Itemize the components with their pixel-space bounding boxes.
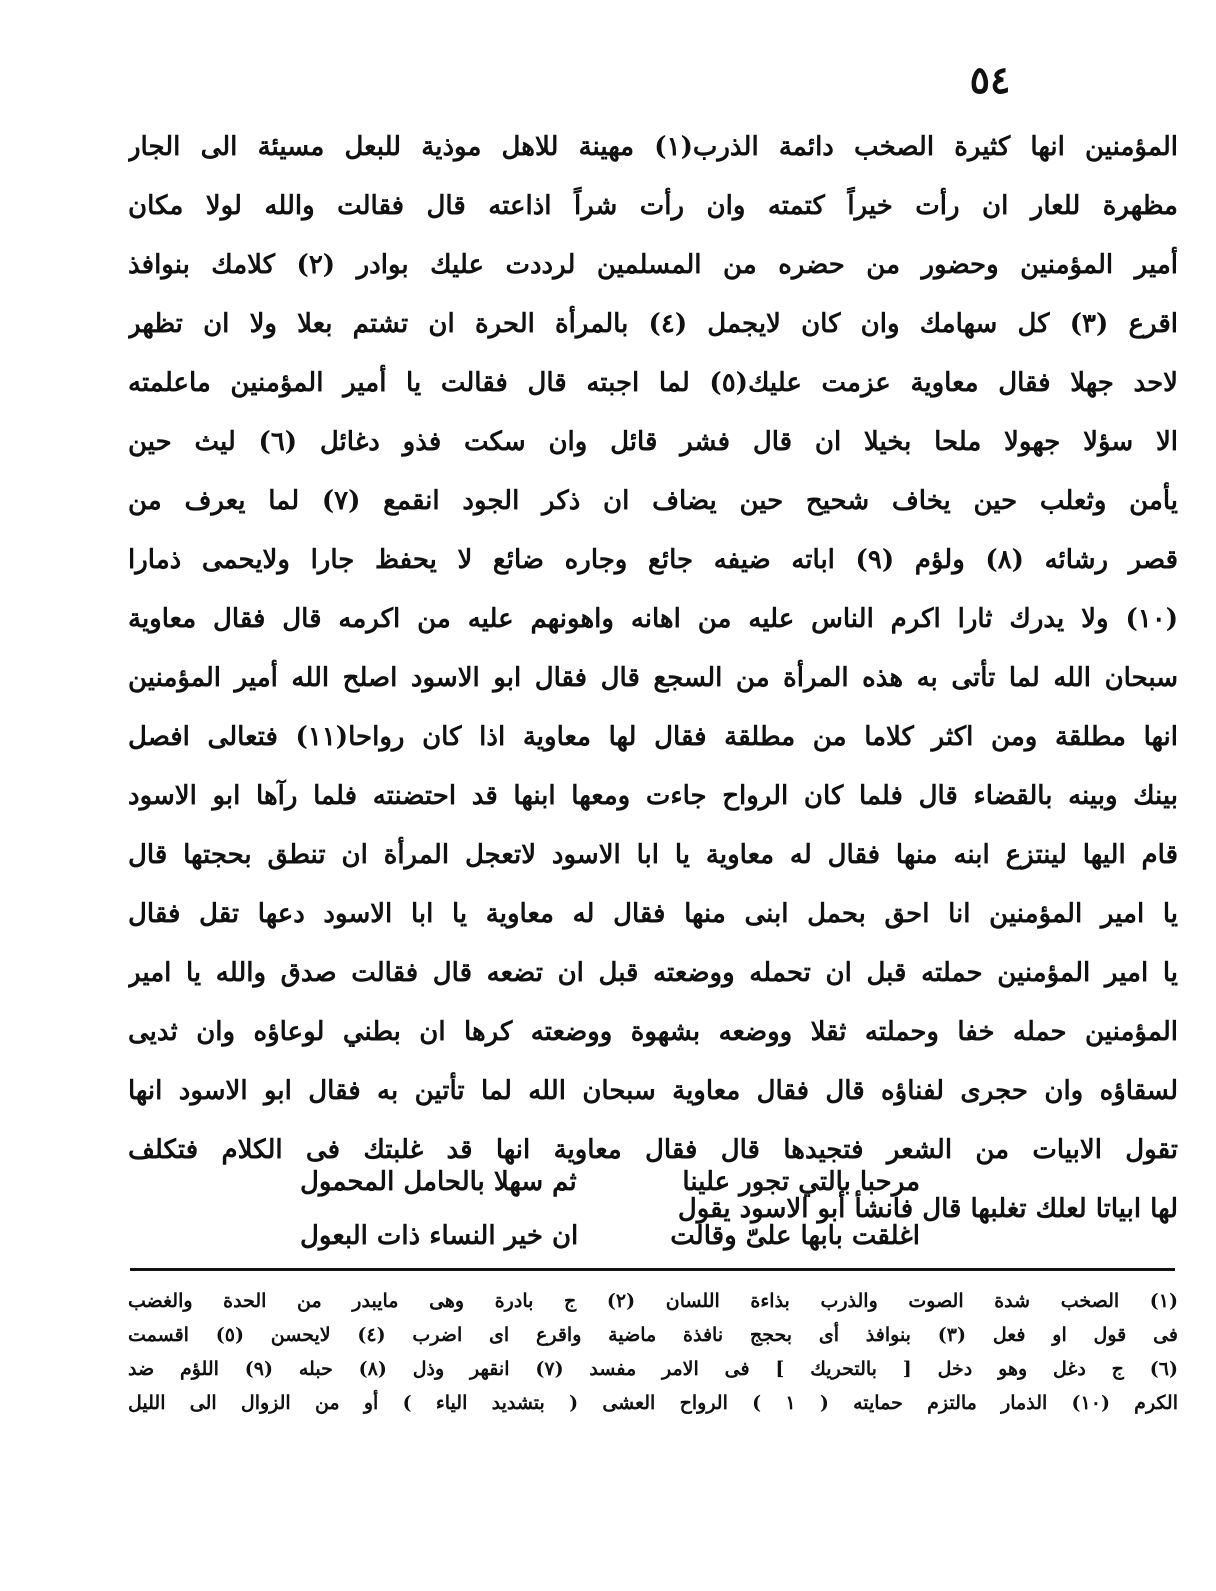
body-line: لاحد جهلا فقال معاوية عزمت عليك(٥) لما اجبته قال فقالت يا أمير المؤمنين ماعلمته (128, 368, 1178, 398)
body-line: تقول الابيات من الشعر فتجيدها قال فقال معاوية انها قد غلبتك فى الكلام فتكلف (128, 1135, 1178, 1165)
verse-second-hemistich: ان خير النساء ذات البعول (300, 1221, 579, 1251)
verse-line (300, 1155, 920, 1209)
body-line: يأمن وثعلب حين يخاف شحيح حين يضاف ان ذكر الجود انقمع (٧) لما يعرف من (128, 486, 1178, 516)
body-line: سبحان الله لما تأتى به هذه المرأة من السجع قال فقال ابو الاسود اصلح الله أمير المؤمنين (128, 663, 1178, 693)
body-line: قام اليها لينتزع ابنه منها فقال له معاوية يا ابا الاسود لاتعجل المرأة ان تنطق بحجتها قال (128, 840, 1178, 870)
body-line: قصر رشائه (٨) ولؤم (٩) اباته ضيفه جائع وجاره ضائع لا يحفظ جارا ولايحمى ذمارا (128, 545, 1178, 575)
footnote-divider (130, 1268, 1175, 1271)
body-line: المؤمنين حمله خفا وحملته ثقلا ووضعه بشهوة ووضعته كرها ان بطني لوعاؤه وان ثديى (128, 1017, 1178, 1047)
body-line: انها مطلقة ومن اكثر كلاما من مطلقة فقال لها معاوية اذا كان رواحا(١١) فتعالى افصل (128, 722, 1178, 752)
verse-first-hemistich: اغلقت بابها علىّ وقالت (670, 1221, 920, 1251)
footnote-line: (١) الصخب شدة الصوت والذرب بذاءة اللسان (٢) ج بادرة وهى مايبدر من الحدة والغضب (128, 1290, 1178, 1312)
footnote-line: فى قول او فعل (٣) بنوافذ أى بحجج نافذة ماضية واقرع اى اضرب (٤) لايحسن (٥) اقسمت (128, 1324, 1178, 1346)
page-number: ٥٤ (969, 57, 1011, 102)
body-line: يا امير المؤمنين انا احق بحمل ابنى منها فقال له معاوية يا ابا الاسود دعها تقل فقال (128, 899, 1178, 929)
verse-second-hemistich: ثم سهلا بالحامل المحمول (300, 1167, 577, 1197)
body-line: المؤمنين انها كثيرة الصخب دائمة الذرب(١) مهينة للاهل موذية للبعل مسيئة الى الجار (128, 132, 1178, 162)
footnotes (128, 1284, 1178, 1420)
body-line: الا سؤلا جهولا ملحا بخيلا ان قال فشر قائل وان سكت فذو دغائل (٦) ليث حين (128, 427, 1178, 457)
body-line: أمير المؤمنين وحضور من حضره من المسلمين لرددت عليك بوادر (٢) كلامك بنوافذ (128, 250, 1178, 280)
verse-line (300, 1209, 920, 1263)
body-line: لها ابياتا لعلك تغلبها قال فانشأ أبو الاسود يقول (677, 1194, 1178, 1224)
body-line: (١٠) ولا يدرك ثارا اكرم الناس عليه من اهانه واهونهم عليه من اكرمه قال فقال معاوية (128, 604, 1178, 634)
body-line: بينك وبينه بالقضاء قال فلما كان الرواح جاءت ومعها ابنها قد احتضنته فلما رآها ابو الاسود (128, 781, 1178, 811)
body-line: مظهرة للعار ان رأت خيراً كتمته وان رأت شراً اذاعته قال فقالت والله لولا مكان (128, 191, 1178, 221)
body-line: اقرع (٣) كل سهامك وان كان لايجمل (٤) بالمرأة الحرة ان تشتم بعلا ولا ان تظهر (128, 309, 1178, 339)
body-text (128, 118, 1178, 1239)
body-line: يا امير المؤمنين حملته قبل ان تحمله ووضعته قبل ان تضعه قال فقالت صدق والله يا امير (128, 958, 1178, 988)
footnote-line: الكرم (١٠) الذمار مالتزم حمايته ( ١ ) الرواح العشى ( بتشديد الياء ) أو من الزوال الى الليل (128, 1392, 1178, 1414)
verse-first-hemistich: مرحبا بالتي تجور علينا (682, 1167, 920, 1197)
footnote-line: (٦) ج دغل وهو دخل [ بالتحريك ] فى الامر مفسد (٧) انقهر وذل (٨) حبله (٩) اللؤم ضد (128, 1358, 1178, 1380)
poem-verses (300, 1155, 920, 1263)
body-line: لسقاؤه وان حجرى لفناؤه قال فقال معاوية سبحان الله لما تأتين به فقال ابو الاسود انها (128, 1076, 1178, 1106)
